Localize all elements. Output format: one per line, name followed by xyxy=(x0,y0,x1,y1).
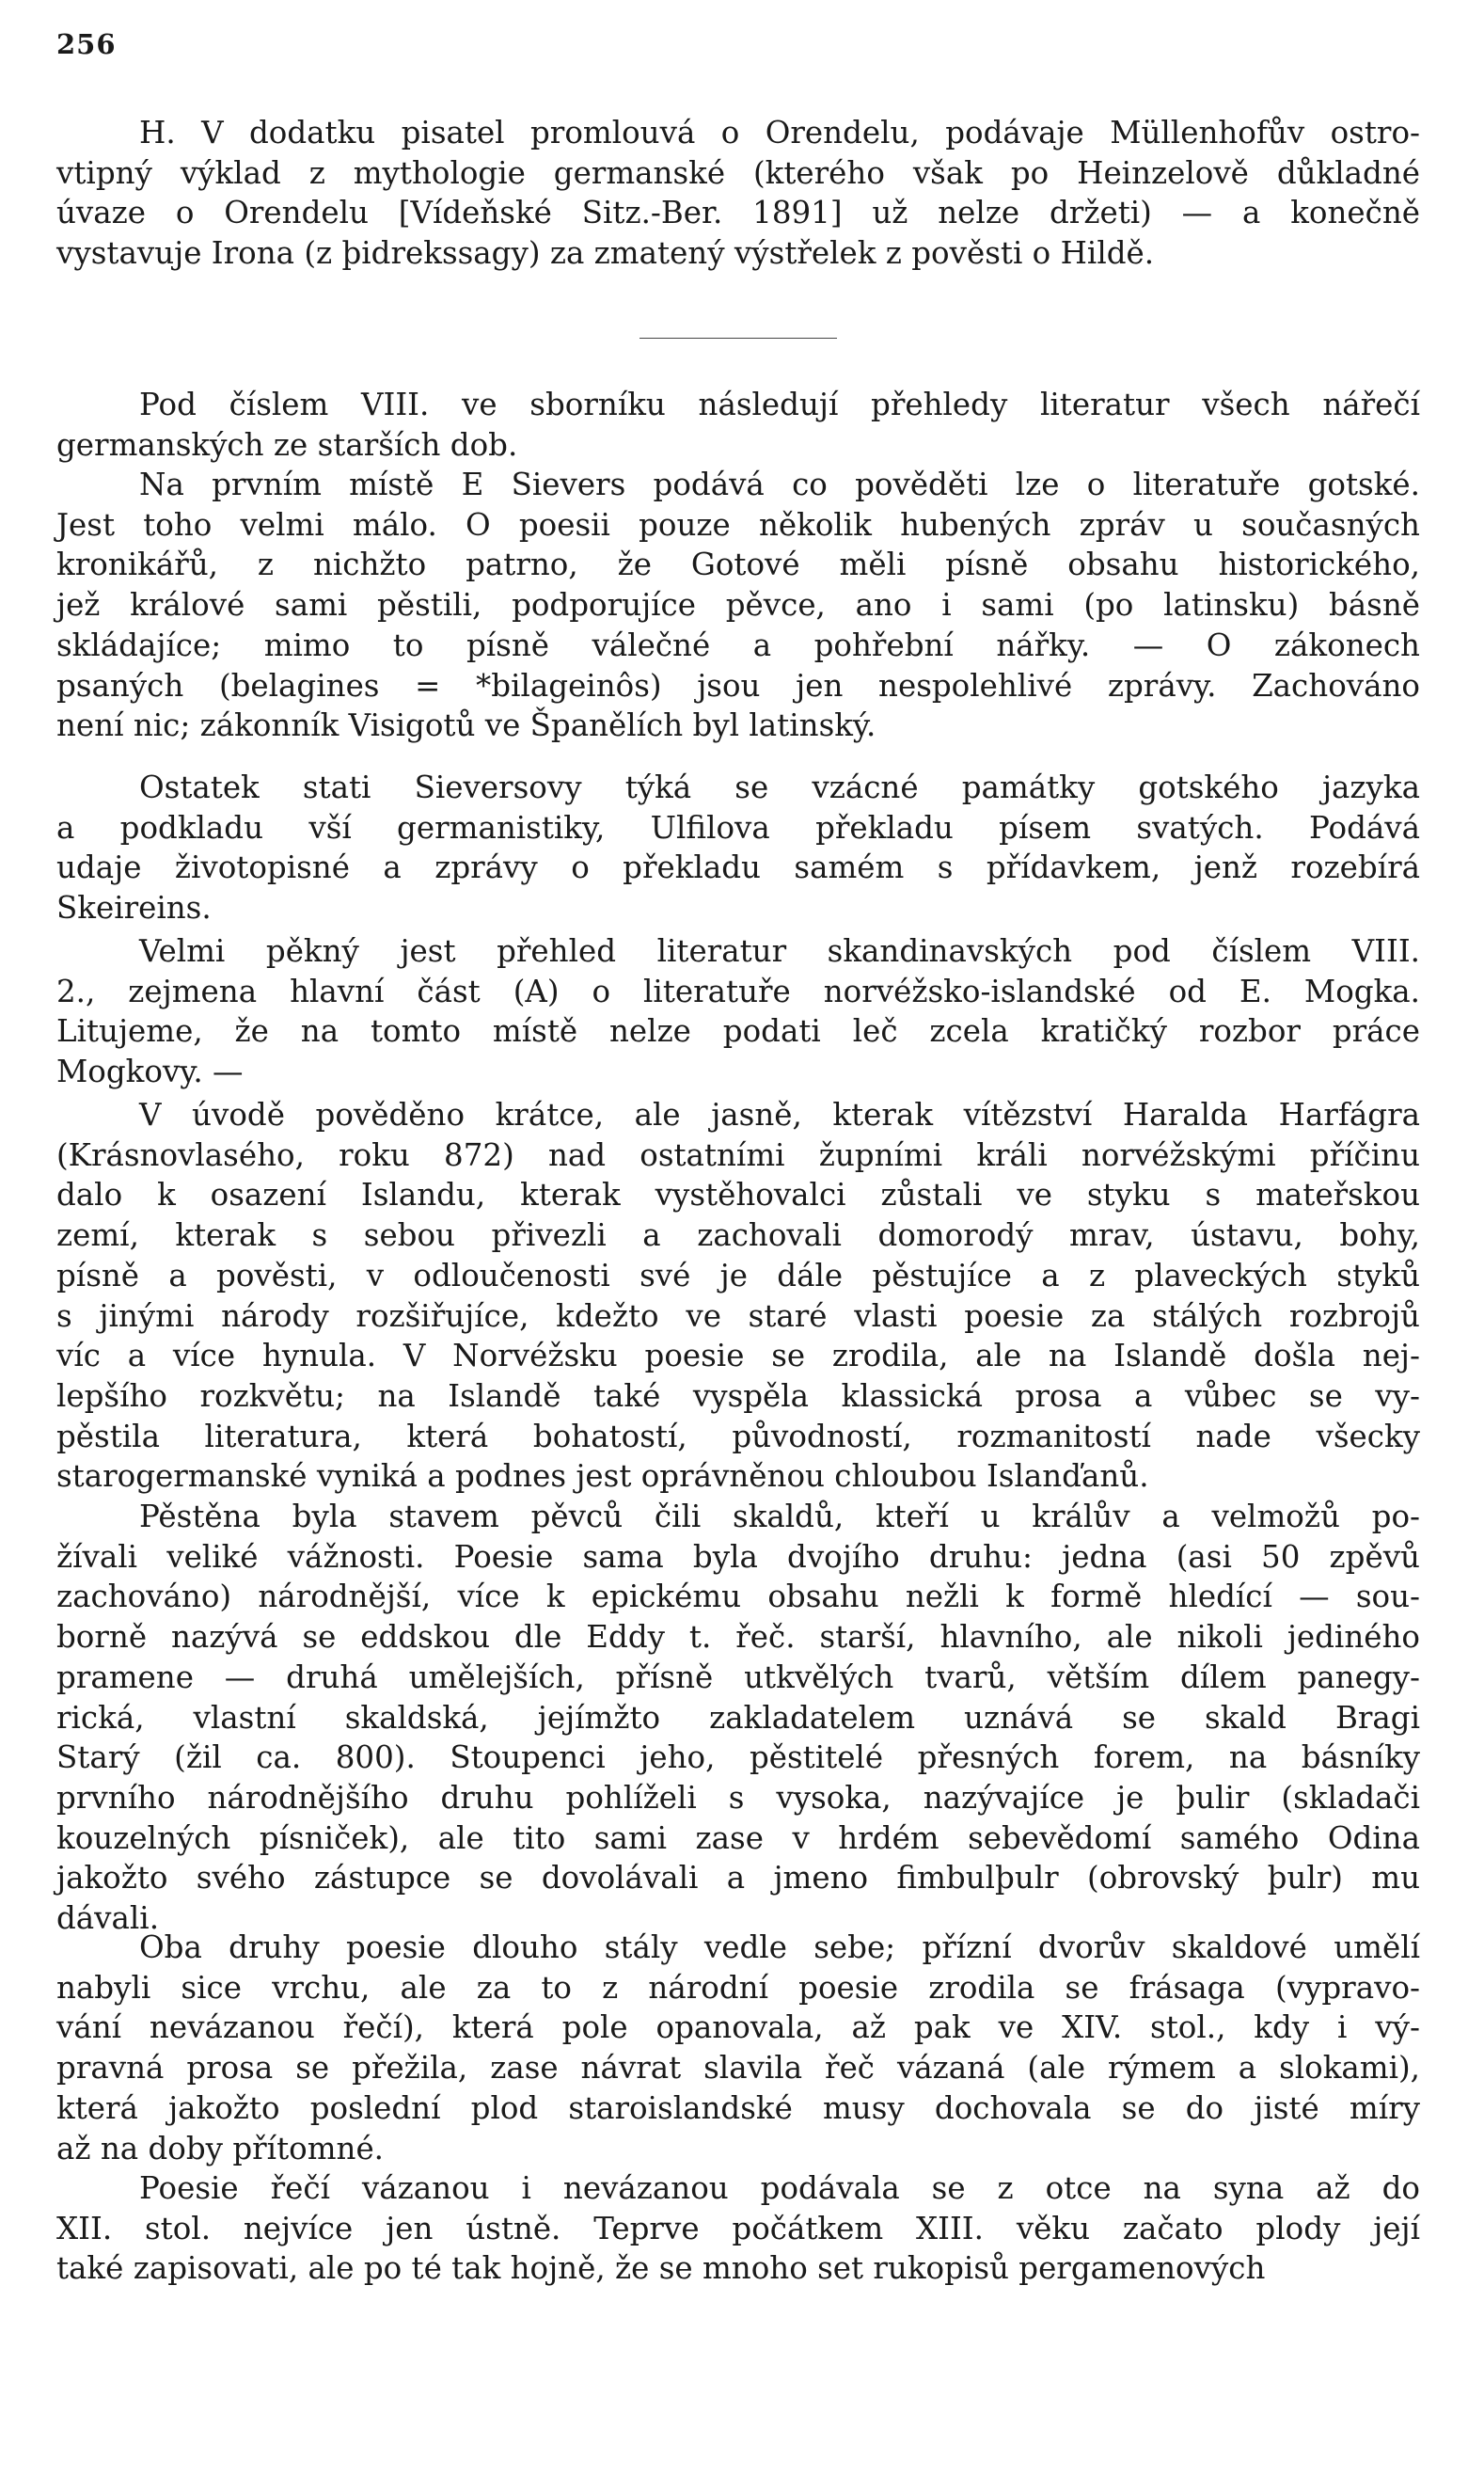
text-line: Ostatek stati Sieversovy týká se vzácné památky gotského jazyka xyxy=(139,770,1420,805)
text-line: (Krásnovlasého, roku 872) nad ostatními župními králi norvéžskými příčinu xyxy=(56,1137,1420,1173)
text-line: skládajíce; mimo to písně válečné a pohřební nářky. — O zákonech xyxy=(56,627,1420,663)
text-line: jakožto svého zástupce se dovolávali a jmeno fimbulþulr (obrovský þulr) mu xyxy=(56,1860,1420,1896)
text-line: zachováno) národnější, více k epickému obsahu nežli k formě hledící — sou- xyxy=(56,1579,1420,1614)
text-line: prvního národnějšího druhu pohlíželi s vysoka, nazývajíce je þulir (skladači xyxy=(56,1780,1420,1816)
text-line: V úvodě pověděno krátce, ale jasně, kterak vítězství Haralda Harfágra xyxy=(139,1097,1420,1133)
page-number: 256 xyxy=(56,28,117,60)
section-divider xyxy=(639,338,837,339)
text-line: Starý (žil ca. 800). Stoupenci jeho, pěstitelé přesných forem, na básníky xyxy=(56,1739,1420,1775)
text-line: starogermanské vyniká a podnes jest oprávněnou chloubou Islanďanů. xyxy=(56,1458,1149,1494)
text-line: Na prvním místě E Sievers podává co pověděti lze o literatuře gotské. xyxy=(139,467,1420,502)
text-line: Litujeme, že na tomto místě nelze podati leč zcela kratičký rozbor práce xyxy=(56,1013,1420,1049)
text-line: vystavuje Irona (z þidrekssagy) za zmatený výstřelek z pověsti o Hildě. xyxy=(56,235,1155,271)
text-line: XII. stol. nejvíce jen ústně. Teprve počátkem XIII. věku začato plody její xyxy=(56,2211,1420,2246)
text-line: 2., zejmena hlavní část (A) o literatuře norvéžsko-islandské od E. Mogka. xyxy=(56,974,1420,1009)
text-line: Velmi pěkný jest přehled literatur skandinavských pod číslem VIII. xyxy=(139,933,1420,969)
text-line: lepšího rozkvětu; na Islandě také vyspěla klassická prosa a vůbec se vy- xyxy=(56,1378,1420,1414)
text-line: zemí, kterak s sebou přivezli a zachovali domorodý mrav, ústavu, bohy, xyxy=(56,1217,1420,1253)
text-line: psaných (belagines = *bilageinôs) jsou jen nespolehlivé zprávy. Zachováno xyxy=(56,668,1420,704)
text-line: pramene — druhá umělejších, přísně utkvělých tvarů, větším dílem panegy- xyxy=(56,1659,1420,1695)
text-line: Oba druhy poesie dlouho stály vedle sebe; přízní dvorův skaldové umělí xyxy=(139,1929,1420,1965)
text-line: žívali veliké vážnosti. Poesie sama byla dvojího druhu: jedna (asi 50 zpěvů xyxy=(56,1539,1420,1575)
text-line: vtipný výklad z mythologie germanské (kterého však po Heinzelově důkladné xyxy=(56,155,1420,191)
text-line: a podkladu vší germanistiky, Ulfilova překladu písem svatých. Podává xyxy=(56,810,1420,846)
text-line: Skeireins. xyxy=(56,890,212,926)
text-line: Mogkovy. — xyxy=(56,1054,244,1089)
text-line: která jakožto poslední plod staroislandské musy dochovala se do jisté míry xyxy=(56,2090,1420,2126)
text-line: víc a více hynula. V Norvéžsku poesie se zrodila, ale na Islandě došla nej- xyxy=(56,1338,1420,1373)
text-line: s jinými národy rozšiřujíce, kdežto ve staré vlasti poesie za stálých rozbrojů xyxy=(56,1298,1420,1334)
text-line: dalo k osazení Islandu, kterak vystěhovalci zůstali ve styku s mateřskou xyxy=(56,1177,1420,1213)
text-line: úvaze o Orendelu [Vídeňské Sitz.-Ber. 1891] už nelze držeti) — a konečně xyxy=(56,195,1420,230)
text-line: jež králové sami pěstili, podporujíce pěvce, ano i sami (po latinsku) básně xyxy=(56,587,1420,623)
text-line: kronikářů, z nichžto patrno, že Gotové měli písně obsahu historického, xyxy=(56,547,1420,582)
text-line: písně a pověsti, v odloučenosti své je dále pěstujíce a z plaveckých styků xyxy=(56,1258,1420,1294)
text-line: borně nazývá se eddskou dle Eddy t. řeč. starší, hlavního, ale nikoli jediného xyxy=(56,1619,1420,1655)
text-line: pěstila literatura, která bohatostí, původností, rozmanitostí nade všecky xyxy=(56,1419,1420,1454)
text-line: nabyli sice vrchu, ale za to z národní poesie zrodila se frásaga (vypravo- xyxy=(56,1970,1420,2006)
text-line: dávali. xyxy=(56,1900,160,1936)
text-line: vání nevázanou řečí), která pole opanovala, až pak ve XIV. stol., kdy i vý- xyxy=(56,2009,1420,2045)
text-line: Pěstěna byla stavem pěvců čili skaldů, kteří u králův a velmožů po- xyxy=(139,1499,1420,1534)
text-line: kouzelných písniček), ale tito sami zase v hrdém sebevědomí samého Odina xyxy=(56,1820,1420,1856)
text-line: až na doby přítomné. xyxy=(56,2131,385,2166)
text-line: germanských ze starších dob. xyxy=(56,427,518,463)
text-line: také zapisovati, ale po té tak hojně, že se mnoho set rukopisů pergamenových xyxy=(56,2250,1266,2286)
text-line: Jest toho velmi málo. O poesii pouze několik hubených zpráv u současných xyxy=(56,507,1420,543)
text-line: udaje životopisné a zprávy o překladu samém s přídavkem, jenž rozebírá xyxy=(56,849,1420,885)
text-line: H. V dodatku pisatel promlouvá o Orendelu, podávaje Müllenhofův ostro- xyxy=(139,115,1420,151)
text-line: není nic; zákonník Visigotů ve Španělích byl latinský. xyxy=(56,707,876,743)
text-line: rická, vlastní skaldská, jejímžto zakladatelem uznává se skald Bragi xyxy=(56,1700,1420,1736)
text-line: Pod číslem VIII. ve sborníku následují přehledy literatur všech nářečí xyxy=(139,387,1420,422)
text-line: Poesie řečí vázanou i nevázanou podávala se z otce na syna až do xyxy=(139,2170,1420,2206)
text-line: pravná prosa se přežila, zase návrat slavila řeč vázaná (ale rýmem a slokami), xyxy=(56,2050,1420,2086)
